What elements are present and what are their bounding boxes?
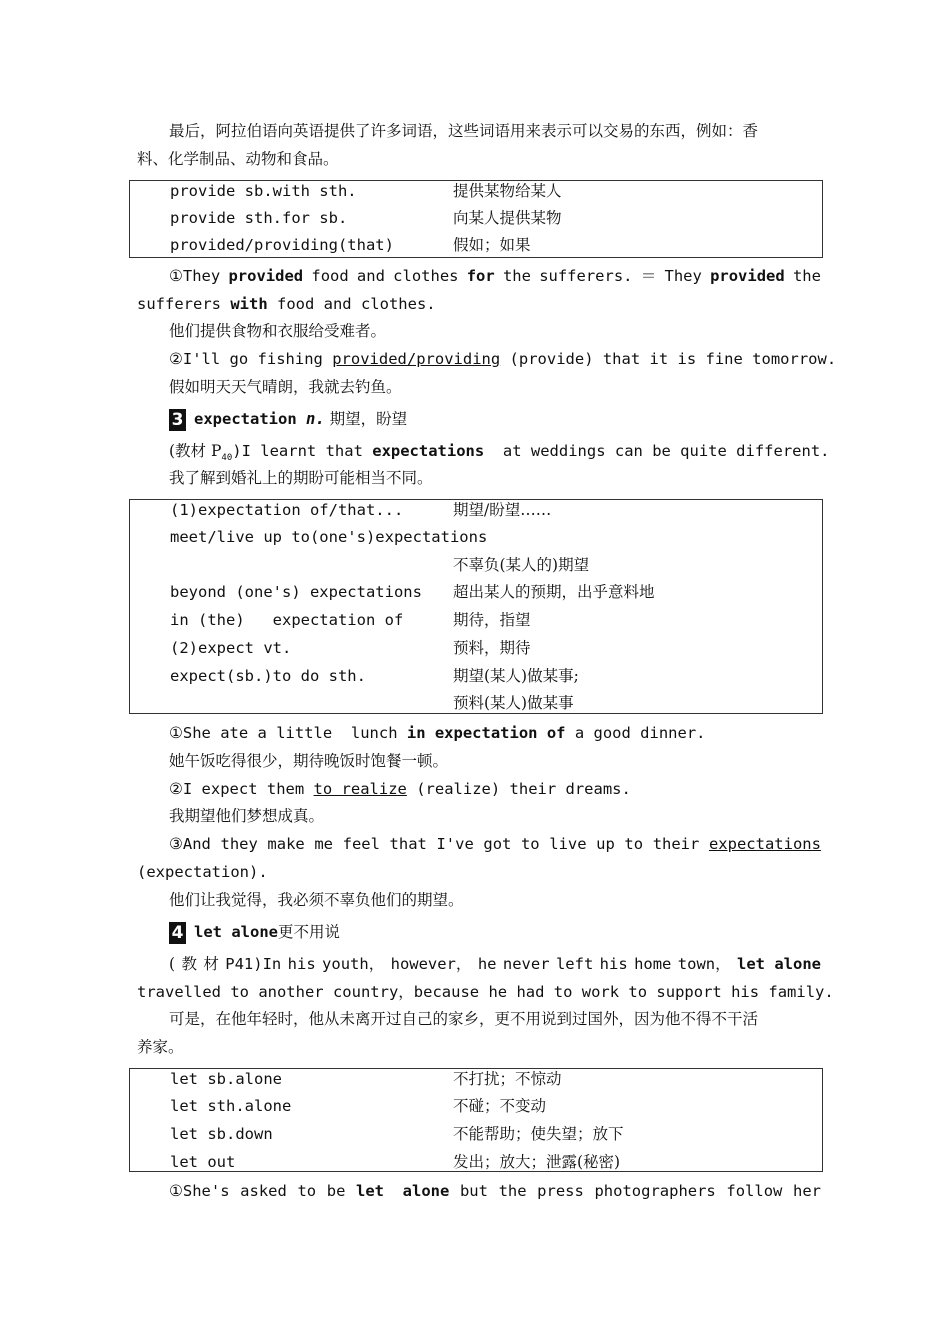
textbook-source-line: ( 教 材 P41)In his youth， however， he never left his home town， let alone bbox=[169, 955, 821, 973]
example-line: (expectation). bbox=[137, 863, 268, 881]
example-line: ①They provided food and clothes for the sufferers. ＝ They provided the bbox=[169, 267, 821, 285]
section-heading-3: 3 expectation n. 期望，盼望 bbox=[137, 406, 821, 433]
example-line: ②I expect them to realize (realize) their dreams. bbox=[169, 780, 631, 798]
source-translation: 养家。 bbox=[137, 1038, 184, 1056]
example-line: ②I'll go fishing provided/providing (provide) that it is fine tomorrow. bbox=[169, 350, 837, 368]
example-line: ①She's asked to be let alone but the press photographers follow her bbox=[169, 1182, 821, 1200]
phrase-meaning: 假如；如果 bbox=[453, 236, 531, 254]
example-line: ③And they make me feel that I've got to live up to their expectations bbox=[137, 831, 821, 858]
source-translation: 可是，在他年轻时，他从未离开过自己的家乡，更不用说到过国外，因为他不得不干活 bbox=[169, 1010, 759, 1028]
phrase-meaning: 提供某物给某人 bbox=[453, 182, 562, 200]
section-heading-4: 4 let alone更不用说 bbox=[137, 919, 821, 946]
intro-line-1: 最后，阿拉伯语向英语提供了许多词语，这些词语用来表示可以交易的东西，例如：香 bbox=[169, 122, 759, 140]
section-number-badge: 4 bbox=[169, 922, 186, 944]
answer-blank: provided/providing bbox=[332, 350, 501, 368]
phrase-table-let: let sb.alone 不打扰；不惊动 let sth.alone 不碰；不变动 let sb.down 不能帮助；使失望；放下 let out 发出；放大；泄露(秘密) bbox=[129, 1068, 823, 1172]
example-line: sufferers with food and clothes. bbox=[137, 295, 436, 313]
example-translation: 她午饭吃得很少，期待晚饭时饱餐一顿。 bbox=[169, 752, 449, 770]
example-translation: 假如明天天气晴朗，我就去钓鱼。 bbox=[169, 378, 402, 396]
example-translation: 他们让我觉得，我必须不辜负他们的期望。 bbox=[169, 891, 464, 909]
phrase-meaning: 向某人提供某物 bbox=[453, 209, 562, 227]
example-translation: 他们提供食物和衣服给受难者。 bbox=[169, 322, 387, 340]
textbook-source-line: (教材 $P_{40})I$ learnt that expectations at weddings can be quite different. bbox=[169, 442, 830, 464]
phrase: provide sth.for sb. bbox=[170, 209, 348, 227]
textbook-source-line: travelled to another country，because he had to work to support his family. bbox=[137, 983, 834, 1001]
example-translation: 我期望他们梦想成真。 bbox=[169, 807, 325, 825]
phrase: provided/providing(that) bbox=[170, 236, 394, 254]
example-line: ①She ate a little lunch in expectation of a good dinner. bbox=[169, 724, 706, 742]
answer-blank: expectations bbox=[708, 835, 821, 853]
section-number-badge: 3 bbox=[169, 409, 186, 431]
phrase: provide sb.with sth. bbox=[170, 182, 357, 200]
phrase-table-expectation: (1)expectation of/that... 期望/盼望…… meet/live up to(one's)expectations 不辜负(某人的)期望 beyond (one's) expectations 超出某人的预期，出乎意料地 in (the) expectation of 期待，指望 (2)expect vt. 预料，期待 expect(sb.)to do sth. 期望(某人)做某事; 预料(某人)做某事 bbox=[129, 499, 823, 714]
intro-line-2: 料、化学制品、动物和食品。 bbox=[137, 150, 339, 168]
source-translation: 我了解到婚礼上的期盼可能相当不同。 bbox=[169, 469, 433, 487]
answer-blank: to realize bbox=[313, 780, 407, 798]
phrase-table-provide bbox=[129, 180, 823, 258]
